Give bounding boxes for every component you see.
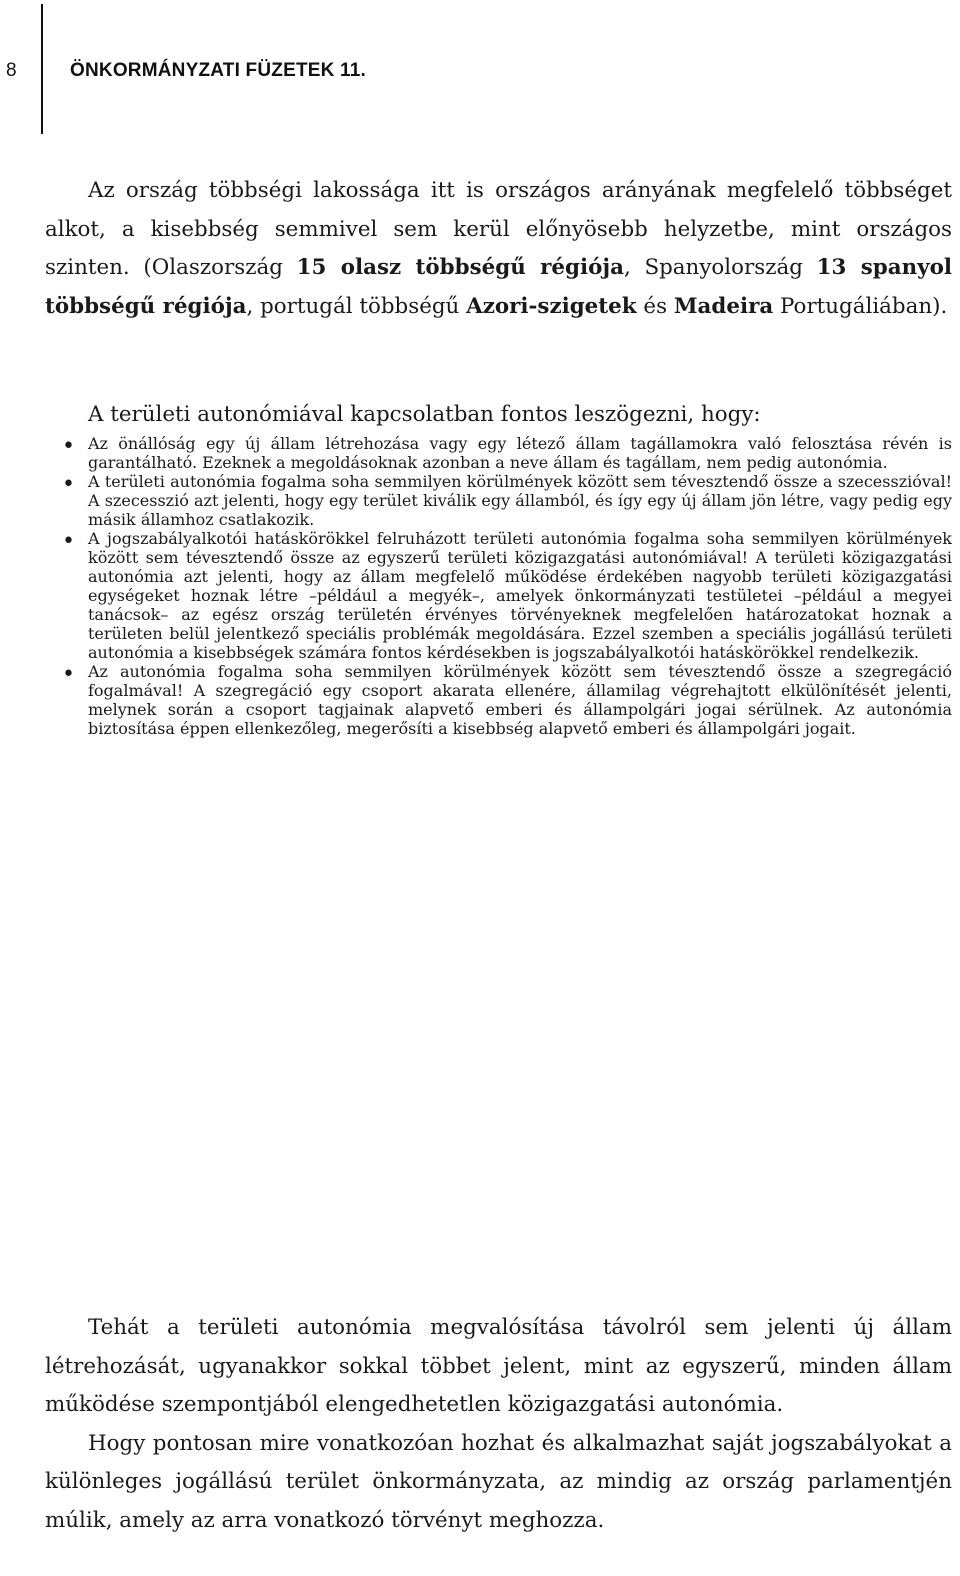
list-intro-text: A területi autonómiával kapcsolatban fontos leszögezni, hogy: [88, 402, 761, 427]
list-item-text: Az autonómia fogalma soha semmilyen körülmények között sem tévesztendő össze a szegregáció fogalmával! A szegregáció egy csoport akarata ellenére, államilag végrehajtott elkülönítését jelenti, melynek során a csoport tagjainak alapvető emberi és állampolgári jogai sérülnek. Az autonómia biztosítása éppen ellenkezőleg, megerősíti a kisebbség alapvető emberi és állampolgári jogait. [88, 662, 952, 738]
list-item [45, 434, 952, 472]
list-item-text: A jogszabályalkotói hatáskörökkel felruházott területi autonómia fogalma soha semmilyen körülmények között sem tévesztendő össze az egyszerű területi közigazgatási autonómiával! A területi közigazgatási autonómia azt jelenti, hogy az állam megfelelő működése érdekében nagyobb területi közigazgatási egységeket hoznak létre –például a megyék–, amelyek önkormányzati testületei –például a megyei tanácsok– az egész ország területén érvényes törvényeknek megfelelően határozatokat hoznak a területen belül jelentkező speciális problémák megoldására. Ezzel szemben a speciális jogállású területi autonómia a kisebbségek számára fontos kérdésekben is jogszabályalkotói hatáskörökkel rendelkezik. [88, 529, 952, 662]
conclusion-paragraph-2: Hogy pontosan mire vonatkozóan hozhat és alkalmazhat saját jogszabályokat a különleges jogállású terület önkormányzata, az mindig az ország parlamentjén múlik, amely az arra vonatkozó törvényt meghozza. [45, 1430, 952, 1533]
header-divider [41, 4, 43, 134]
list-item-text: Az önállóság egy új állam létrehozása vagy egy létező állam tagállamokra való felosztása révén is garantálható. Ezeknek a megoldásoknak azonban a neve állam és tagállam, nem pedig autonómia. [88, 434, 952, 472]
conclusion [45, 1309, 952, 1541]
paragraph-1 [45, 172, 952, 326]
bold-run: 15 olasz többségű régiója [296, 255, 624, 281]
text-run: , portugál többségű [246, 293, 467, 319]
page-header [0, 0, 960, 140]
conclusion-paragraph-1: Tehát a területi autonómia megvalósítása távolról sem jelenti új állam létrehozását, ugyanakkor sokkal többet jelent, mint az egyszerű, minden állam működése szempontjából elengedhetetlen közigazgatási autonómia. [45, 1315, 952, 1418]
bold-run: Madeira [673, 293, 774, 319]
bullet-icon: • [62, 662, 75, 687]
text-run: , Spanyolország [623, 255, 817, 281]
list-item [45, 529, 952, 662]
text-run: Az ország többségi lakossága itt is országos arányának megfelelő többséget alkot, a kisebbség semmivel sem kerül előnyösebb helyzetbe, mint országos szinten. (Olaszország [45, 178, 952, 281]
list-intro [45, 396, 952, 435]
text-run: Portugáliában). [773, 293, 948, 319]
bold-run: 13 spanyol többségű régiója [45, 255, 952, 319]
page-number: 8 [6, 60, 17, 81]
bullet-list [45, 434, 952, 738]
text-run: és [636, 293, 674, 319]
running-head: ÖNKORMÁNYZATI FÜZETEK 11. [70, 60, 366, 81]
bullet-icon: • [62, 529, 75, 554]
bullet-icon: • [62, 434, 75, 459]
list-item-text: A területi autonómia fogalma soha semmilyen körülmények között sem tévesztendő össze a szecesszióval! A szecesszió azt jelenti, hogy egy terület kiválik egy államból, és így egy új állam jön létre, vagy pedig egy másik államhoz csatlakozik. [88, 472, 952, 529]
list-item [45, 472, 952, 529]
list-item [45, 662, 952, 738]
bullet-icon: • [62, 472, 75, 497]
bold-run: Azori-szigetek [466, 293, 637, 319]
